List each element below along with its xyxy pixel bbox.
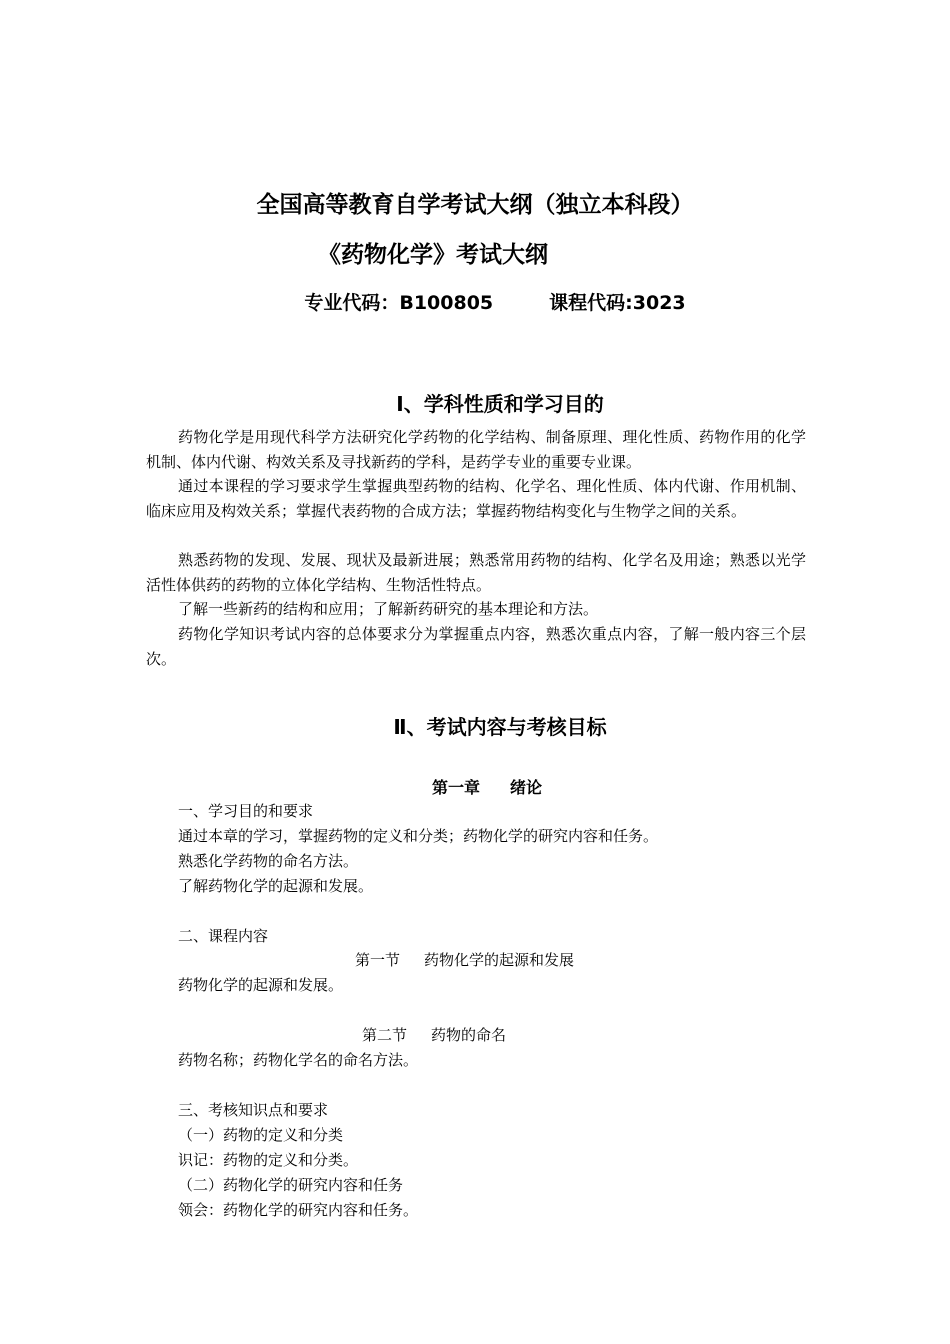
paragraph: 通过本课程的学习要求学生掌握典型药物的结构、化学名、理化性质、体内代谢、作用机制、临床应用及构效关系；掌握代表药物的合成方法；掌握药物结构变化与生物学之间的关系。 xyxy=(146,477,806,520)
section-heading-1: Ⅰ、学科性质和学习目的 xyxy=(396,392,604,416)
goal-item: 熟悉化学药物的命名方法。 xyxy=(178,852,359,870)
paragraph: 了解一些新药的结构和应用；了解新药研究的基本理论和方法。 xyxy=(178,600,599,618)
points-heading: 三、考核知识点和要求 xyxy=(178,1101,329,1119)
content-heading: 二、课程内容 xyxy=(178,927,269,945)
section-name: 药物化学的起源和发展 xyxy=(424,951,575,969)
goals-heading: 一、学习目的和要求 xyxy=(178,802,314,820)
goal-item: 通过本章的学习，掌握药物的定义和分类；药物化学的研究内容和任务。 xyxy=(178,827,659,845)
code-line xyxy=(0,288,950,315)
section-text: 药物名称；药物化学名的命名方法。 xyxy=(178,1051,419,1069)
chapter-number: 第一章 xyxy=(432,778,481,797)
course-code: 课程代码:3023 xyxy=(549,292,686,314)
goal-item: 了解药物化学的起源和发展。 xyxy=(178,877,374,895)
document-subtitle: 《药物化学》考试大纲 xyxy=(318,242,548,268)
point-item: 领会：药物化学的研究内容和任务。 xyxy=(178,1201,419,1219)
chapter-title xyxy=(432,775,542,798)
point-item: （一）药物的定义和分类 xyxy=(178,1126,344,1144)
point-item: （二）药物化学的研究内容和任务 xyxy=(178,1176,404,1194)
chapter-name: 绪论 xyxy=(510,778,543,797)
section-name: 药物的命名 xyxy=(431,1026,507,1044)
paragraph: 药物化学是用现代科学方法研究化学药物的化学结构、制备原理、理化性质、药物作用的化学机制、体内代谢、构效关系及寻找新药的学科，是药学专业的重要专业课。 xyxy=(146,428,806,471)
section-title-1 xyxy=(355,949,574,970)
paragraph: 药物化学知识考试内容的总体要求分为掌握重点内容，熟悉次重点内容，了解一般内容三个层次。 xyxy=(146,625,806,668)
section-text: 药物化学的起源和发展。 xyxy=(178,976,344,994)
paragraph: 熟悉药物的发现、发展、现状及最新进展；熟悉常用药物的结构、化学名及用途；熟悉以光学活性体供药的药物的立体化学结构、生物活性特点。 xyxy=(146,551,806,594)
point-item: 识记：药物的定义和分类。 xyxy=(178,1151,359,1169)
major-code: 专业代码：B100805 xyxy=(304,292,494,314)
document-title: 全国高等教育自学考试大纲（独立本科段） xyxy=(256,192,694,218)
section-heading-2: Ⅱ、考试内容与考核目标 xyxy=(393,715,607,739)
section-number: 第二节 xyxy=(362,1026,408,1044)
section-number: 第一节 xyxy=(355,951,401,969)
section-title-2 xyxy=(362,1024,506,1045)
